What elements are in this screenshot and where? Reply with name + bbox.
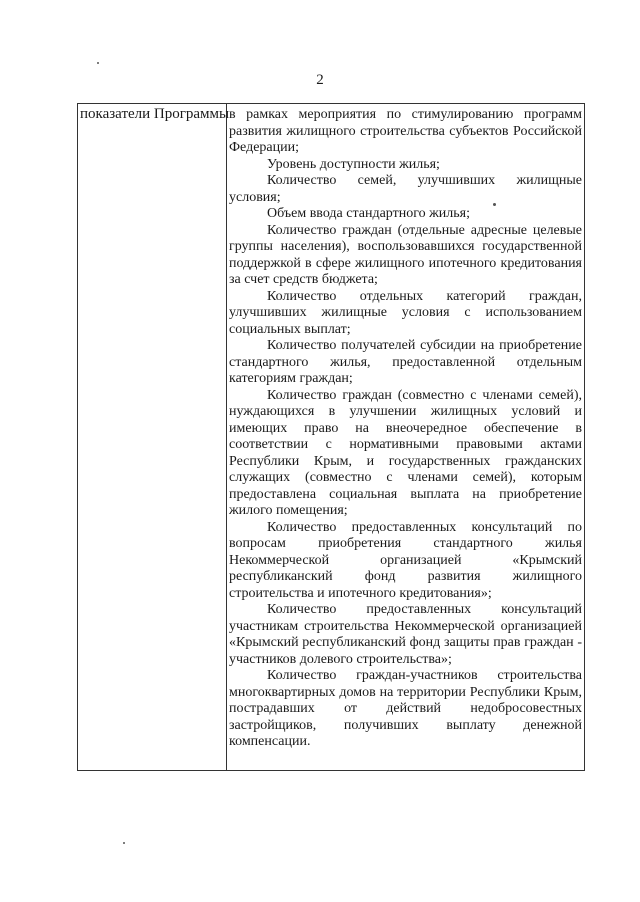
indicator-paragraph: Количество граждан-участников строительства многоквартирных домов на территории Республики Крым, пострадавших от действий недобросовестных застройщиков, получивших выплату денежной компенсации. <box>229 668 582 749</box>
scan-speck <box>123 842 125 844</box>
indicator-paragraph: Количество предоставленных консультаций участникам строительства Некоммерческой организацией «Крымский республиканский фонд защиты прав граждан - участников долевого строительства»; <box>229 602 582 667</box>
indicator-paragraph: Количество граждан (совместно с членами семей), нуждающихся в улучшении жилищных условий и имеющих право на внеочередное обеспечение в соответствии с нормативными правовыми актами Республики Крым, и государственных гражданских служащих (совместно с членами семей), которым предоставлена социальная выплата на приобретение жилого помещения; <box>229 387 582 518</box>
program-indicators-table <box>77 103 585 771</box>
indicator-paragraph: Количество семей, улучшивших жилищные условия; <box>229 173 582 205</box>
indicator-paragraph: Количество отдельных категорий граждан, улучшивших жилищные условия с использованием социальных выплат; <box>229 288 582 337</box>
indicator-paragraph: Количество получателей субсидии на приобретение стандартного жилья, предоставленной отдельным категориям граждан; <box>229 338 582 386</box>
indicator-paragraph: в рамках мероприятия по стимулированию программ развития жилищного строительства субъектов Российской Федерации; <box>229 107 582 155</box>
indicator-paragraph: Уровень доступности жилья; <box>267 156 440 172</box>
scan-speck <box>493 203 496 206</box>
column-divider <box>226 104 227 770</box>
page-number: 2 <box>316 72 324 88</box>
indicator-paragraph: Количество граждан (отдельные адресные целевые группы населения), воспользовавшихся государственной поддержкой в сфере жилищного ипотечного кредитования за счет средств бюджета; <box>229 222 582 287</box>
indicator-paragraph: Количество предоставленных консультаций по вопросам приобретения стандартного жилья Некоммерческой организацией «Крымский республиканский фонд развития жилищного строительства и ипотечного кредитования»; <box>229 519 582 601</box>
indicator-paragraph: Объем ввода стандартного жилья; <box>267 206 470 221</box>
indicators-label-cell: показатели Программы <box>80 106 230 122</box>
scan-speck <box>97 62 99 64</box>
indicators-list-cell <box>229 107 582 751</box>
